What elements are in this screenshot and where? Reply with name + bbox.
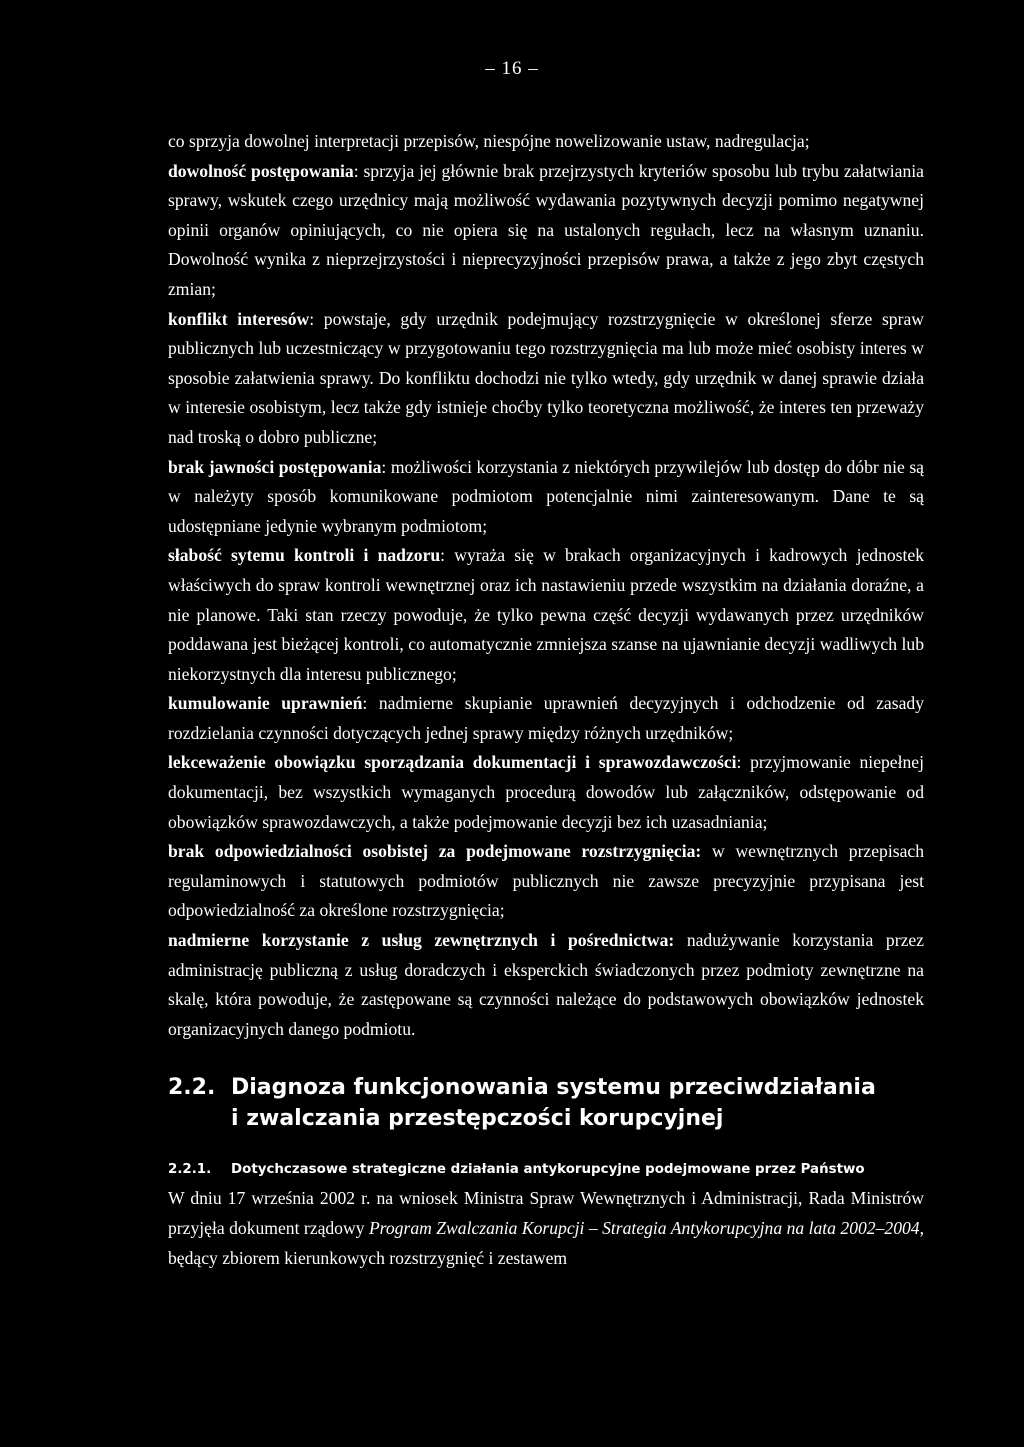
list-item-arbitrariness xyxy=(168,157,924,305)
list-item-continuation xyxy=(168,127,924,157)
item-term: konflikt interesów xyxy=(168,308,310,329)
list-item-accumulation-of-powers xyxy=(168,689,924,748)
item-term: kumulowanie uprawnień xyxy=(168,693,363,714)
paragraph-text-before: W dniu 17 września 2002 r. na wniosek Ministra Spraw Wewnętrznych i Administracji, Rada Ministrów przyjęła dokument rządowy xyxy=(168,1188,924,1238)
list-item-weak-control xyxy=(168,541,924,689)
item-text: nadużywanie korzystania przez administrację publiczną z usług doradczych i eksperckich świadczonych przez podmioty zewnętrzne na skalę, która powoduje, że zastępowane są czynności należące do podstawowych obowiązków jednostek organizacyjnych danego podmiotu. xyxy=(168,930,924,1039)
section-title-line1: Diagnoza funkcjonowania systemu przeciwdziałania xyxy=(231,1075,876,1101)
item-text: w wewnętrznych przepisach regulaminowych i statutowych podmiotów publicznych nie zawsze precyzyjnie przypisana jest odpowiedzialność za określone rozstrzygnięcia; xyxy=(168,841,924,921)
item-term: brak jawności postępowania xyxy=(168,456,382,477)
list-item-external-services xyxy=(168,926,924,1044)
list-item-neglect-of-documentation xyxy=(168,748,924,837)
section-number: 2.2. xyxy=(168,1075,216,1101)
item-text: : przyjmowanie niepełnej dokumentacji, bez wszystkich wymaganych procedurą dowodów lub załączników, odstępowanie od obowiązków sprawozdawczych, a także podejmowanie decyzji bez ich uzasadniania; xyxy=(168,752,924,832)
item-text: : nadmierne skupianie uprawnień decyzyjnych i odchodzenie od zasady rozdzielania czynności dotyczących jednej sprawy między różnych urzędników; xyxy=(168,693,924,743)
section-heading xyxy=(168,1072,924,1134)
item-text: : wyraża się w brakach organizacyjnych i kadrowych jednostek właściwych do spraw kontroli wewnętrznej oraz ich nastawieniu przede wszystkim na działania doraźne, a nie planowe. Taki stan rzeczy powoduje, że tylko pewna część decyzji wydawanych przez urzędników poddawana jest bieżącej kontroli, co automatycznie zmniejsza szanse na ujawnianie decyzji wadliwych lub niekorzystnych dla interesu publicznego; xyxy=(168,545,924,684)
item-term: lekceważenie obowiązku sporządzania dokumentacji i sprawozdawczości xyxy=(168,752,737,773)
subsection-number: 2.2.1. xyxy=(168,1162,212,1178)
item-text: : sprzyja jej głównie brak przejrzystych kryteriów sposobu lub trybu załatwiania sprawy, wskutek czego urzędnicy mają możliwość wydawania pozytywnych decyzji pomimo negatywnej opinii organów opiniujących, co nie opiera się na ustalonych regułach, lecz na własnym uznaniu. Dowolność wynika z nieprzejrzystości i nieprecyzyjności przepisów prawa, a także z jego zbyt częstych zmian; xyxy=(168,160,924,299)
item-text: : możliwości korzystania z niektórych przywilejów lub dostęp do dóbr nie są w należyty sposób komunikowane podmiotom potencjalnie nimi zainteresowanym. Dane te są udostępniane jedynie wybranym podmiotom; xyxy=(168,456,924,536)
page-content xyxy=(168,127,924,1273)
section-title-line2: i zwalczania przestępczości korupcyjnej xyxy=(231,1106,724,1132)
body-paragraph xyxy=(168,1184,924,1273)
item-term: brak odpowiedzialności osobistej za podejmowane rozstrzygnięcia: xyxy=(168,841,702,862)
section-title xyxy=(231,1072,876,1134)
item-text: : powstaje, gdy urzędnik podejmujący rozstrzygnięcie w określonej sferze spraw publicznych lub uczestniczący w przygotowaniu tego rozstrzygnięcia ma lub może mieć osobisty interes w sposobie załatwienia sprawy. Do konfliktu dochodzi nie tylko wtedy, gdy urzędnik w danej sprawie działa w interesie osobistym, lecz także gdy istnieje choćby tylko teoretyczna możliwość, że interes ten przeważy nad troską o dobro publiczne; xyxy=(168,308,924,447)
subsection-title: Dotychczasowe strategiczne działania antykorupcyjne podejmowane przez Państwo xyxy=(231,1162,865,1178)
page-number: – 16 – xyxy=(485,58,539,79)
list-item-lack-of-transparency xyxy=(168,453,924,542)
item-text: co sprzyja dowolnej interpretacji przepisów, niespójne nowelizowanie ustaw, nadregulacja; xyxy=(168,131,810,151)
paragraph-text-after: , będący zbiorem kierunkowych rozstrzygnięć i zestawem xyxy=(168,1218,924,1268)
item-term: dowolność postępowania xyxy=(168,160,354,181)
list-item-lack-of-responsibility xyxy=(168,837,924,926)
item-term: słabość sytemu kontroli i nadzoru xyxy=(168,545,441,566)
list-item-conflict-of-interest xyxy=(168,305,924,453)
subsection-heading xyxy=(168,1160,924,1180)
item-term: nadmierne korzystanie z usług zewnętrznych i pośrednictwa: xyxy=(168,930,675,951)
document-title: Program Zwalczania Korupcji – Strategia Antykorupcyjna na lata 2002–2004 xyxy=(368,1218,920,1238)
